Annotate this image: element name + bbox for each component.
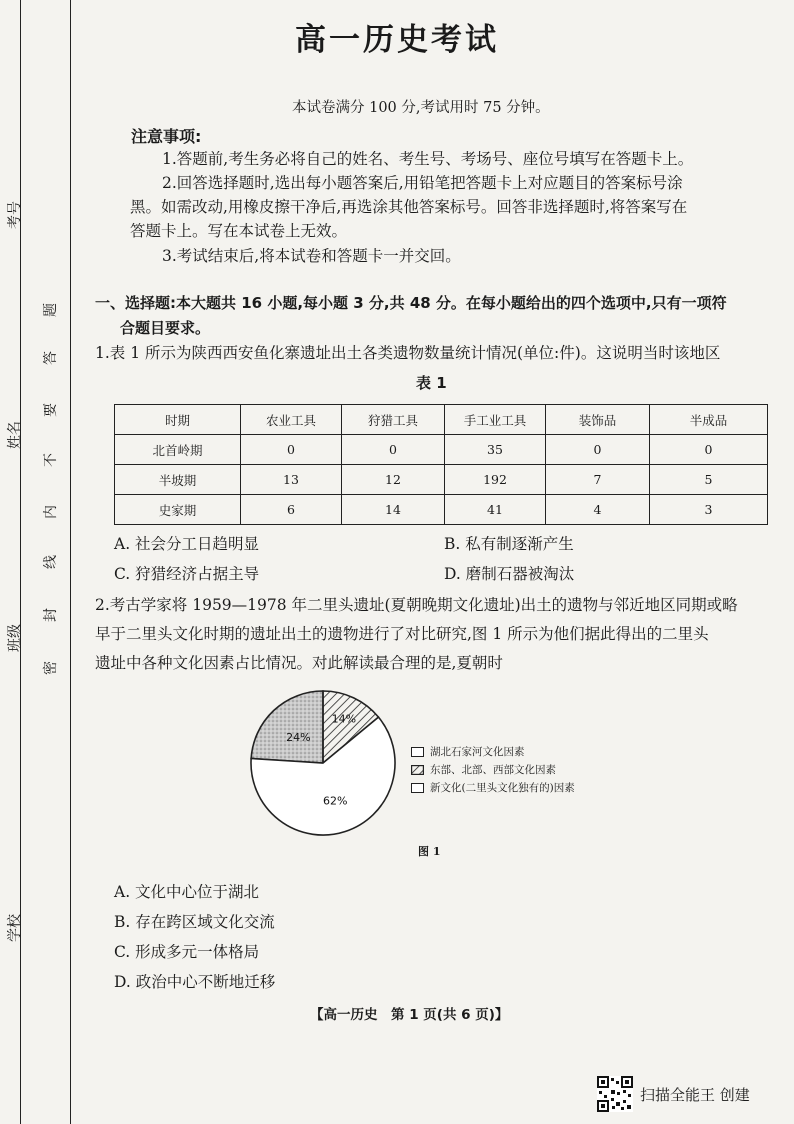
question-2-stem: 2.考古学家将 1959—1978 年二里头遗址(夏朝晚期文化遗址)出土的遗物与邻近地区同期或略: [95, 596, 738, 614]
table-header-cell: 半成品: [650, 405, 768, 435]
table-cell: 192: [445, 465, 546, 495]
page-footer: 【高一历史 第 1 页(共 6 页)】: [310, 1007, 509, 1023]
notes-heading: 注意事项:: [131, 127, 202, 146]
option-c[interactable]: C. 狩猎经济占据主导: [114, 565, 260, 583]
pie-slice-label: 62%: [323, 794, 348, 808]
option-a[interactable]: A. 社会分工日趋明显: [114, 535, 260, 553]
table-header-cell: 装饰品: [546, 405, 650, 435]
seal-char: 线: [43, 555, 59, 569]
question-2-stem-cont: 早于二里头文化时期的遗址出土的遗物进行了对比研究,图 1 所示为他们据此得出的二里头: [95, 625, 709, 643]
option-d[interactable]: D. 政治中心不断地迁移: [114, 973, 276, 991]
table-row: [115, 495, 768, 525]
table-cell: 0: [650, 435, 768, 465]
exam-no-label: 考号: [7, 201, 23, 229]
section-heading-cont: 合题目要求。: [120, 319, 211, 337]
option-b[interactable]: B. 私有制逐渐产生: [444, 535, 574, 553]
notes-line: 1.答题前,考生务必将自己的姓名、考生号、考场号、座位号填写在答题卡上。: [162, 150, 694, 168]
binding-border-line: [70, 0, 71, 1124]
legend-item: [411, 744, 575, 759]
seal-char: 内: [43, 505, 59, 519]
seal-char: 答: [43, 351, 59, 365]
table-cell: 12: [342, 465, 445, 495]
pie-chart: [248, 688, 398, 838]
seal-char: 题: [43, 303, 59, 317]
legend-label: 湖北石家河文化因素: [430, 746, 525, 758]
notes-line: 答题卡上。写在本试卷上无效。: [130, 222, 348, 240]
table-cell: 0: [342, 435, 445, 465]
table-header-cell: 手工业工具: [445, 405, 546, 435]
pie-slice-label: 24%: [286, 730, 311, 744]
page-title: 高一历史考试: [295, 22, 499, 58]
seal-line-text: [42, 290, 62, 690]
table-cell: 41: [445, 495, 546, 525]
table-header-cell: 农业工具: [241, 405, 342, 435]
option-c[interactable]: C. 形成多元一体格局: [114, 943, 260, 961]
seal-char: 要: [43, 403, 59, 417]
legend-swatch: [411, 783, 424, 793]
option-b[interactable]: B. 存在跨区域文化交流: [114, 913, 275, 931]
school-label: 学校: [7, 914, 23, 942]
option-a[interactable]: A. 文化中心位于湖北: [114, 883, 260, 901]
table-row: [115, 465, 768, 495]
table-title: 表 1: [416, 374, 447, 392]
table-cell: 北首岭期: [115, 435, 241, 465]
table-cell: 35: [445, 435, 546, 465]
table-cell: 6: [241, 495, 342, 525]
legend-swatch: [411, 765, 424, 775]
data-table: [114, 404, 768, 525]
exam-subtitle: 本试卷满分 100 分,考试用时 75 分钟。: [292, 100, 550, 116]
table-cell: 5: [650, 465, 768, 495]
table-cell: 4: [546, 495, 650, 525]
qr-code-icon: [597, 1076, 633, 1112]
table-row: [115, 435, 768, 465]
chart-legend: [411, 744, 575, 795]
pie-slice: [251, 691, 323, 763]
table-header-row: [115, 405, 768, 435]
table-cell: 0: [241, 435, 342, 465]
legend-item: [411, 762, 575, 777]
figure-caption: 图 1: [418, 845, 441, 858]
class-label: 班级: [7, 624, 23, 652]
binding-border-line-inner: [20, 0, 21, 1124]
notes-line: 3.考试结束后,将本试卷和答题卡一并交回。: [162, 247, 461, 265]
table-cell: 0: [546, 435, 650, 465]
question-1-stem: 1.表 1 所示为陕西西安鱼化寨遗址出土各类遗物数量统计情况(单位:件)。这说明当时该地区: [95, 344, 721, 362]
seal-char: 不: [43, 453, 59, 467]
table-cell: 13: [241, 465, 342, 495]
table-header-cell: 狩猎工具: [342, 405, 445, 435]
notes-line: 黑。如需改动,用橡皮擦干净后,再选涂其他答案标号。回答非选择题时,将答案写在: [130, 198, 688, 216]
pie-slice-label: 14%: [331, 712, 357, 726]
table-cell: 3: [650, 495, 768, 525]
name-label: 姓名: [7, 421, 23, 449]
notes-line: 2.回答选择题时,选出每小题答案后,用铅笔把答题卡上对应题目的答案标号涂: [162, 174, 683, 192]
table-cell: 史家期: [115, 495, 241, 525]
question-2-stem-cont: 遗址中各种文化因素占比情况。对此解读最合理的是,夏朝时: [95, 654, 503, 672]
seal-char: 密: [43, 661, 59, 675]
option-d[interactable]: D. 磨制石器被淘汰: [444, 565, 575, 583]
table-cell: 7: [546, 465, 650, 495]
table-cell: 14: [342, 495, 445, 525]
legend-item: [411, 780, 575, 795]
watermark-text: 扫描全能王 创建: [640, 1086, 750, 1104]
legend-label: 东部、北部、西部文化因素: [430, 764, 556, 776]
seal-char: 封: [43, 608, 59, 622]
section-heading: 一、选择题:本大题共 16 小题,每小题 3 分,共 48 分。在每小题给出的四个选项中,只有一项符: [95, 294, 727, 312]
legend-label: 新文化(二里头文化独有的)因素: [430, 782, 575, 794]
legend-swatch: [411, 747, 424, 757]
table-cell: 半坡期: [115, 465, 241, 495]
table-header-cell: 时期: [115, 405, 241, 435]
